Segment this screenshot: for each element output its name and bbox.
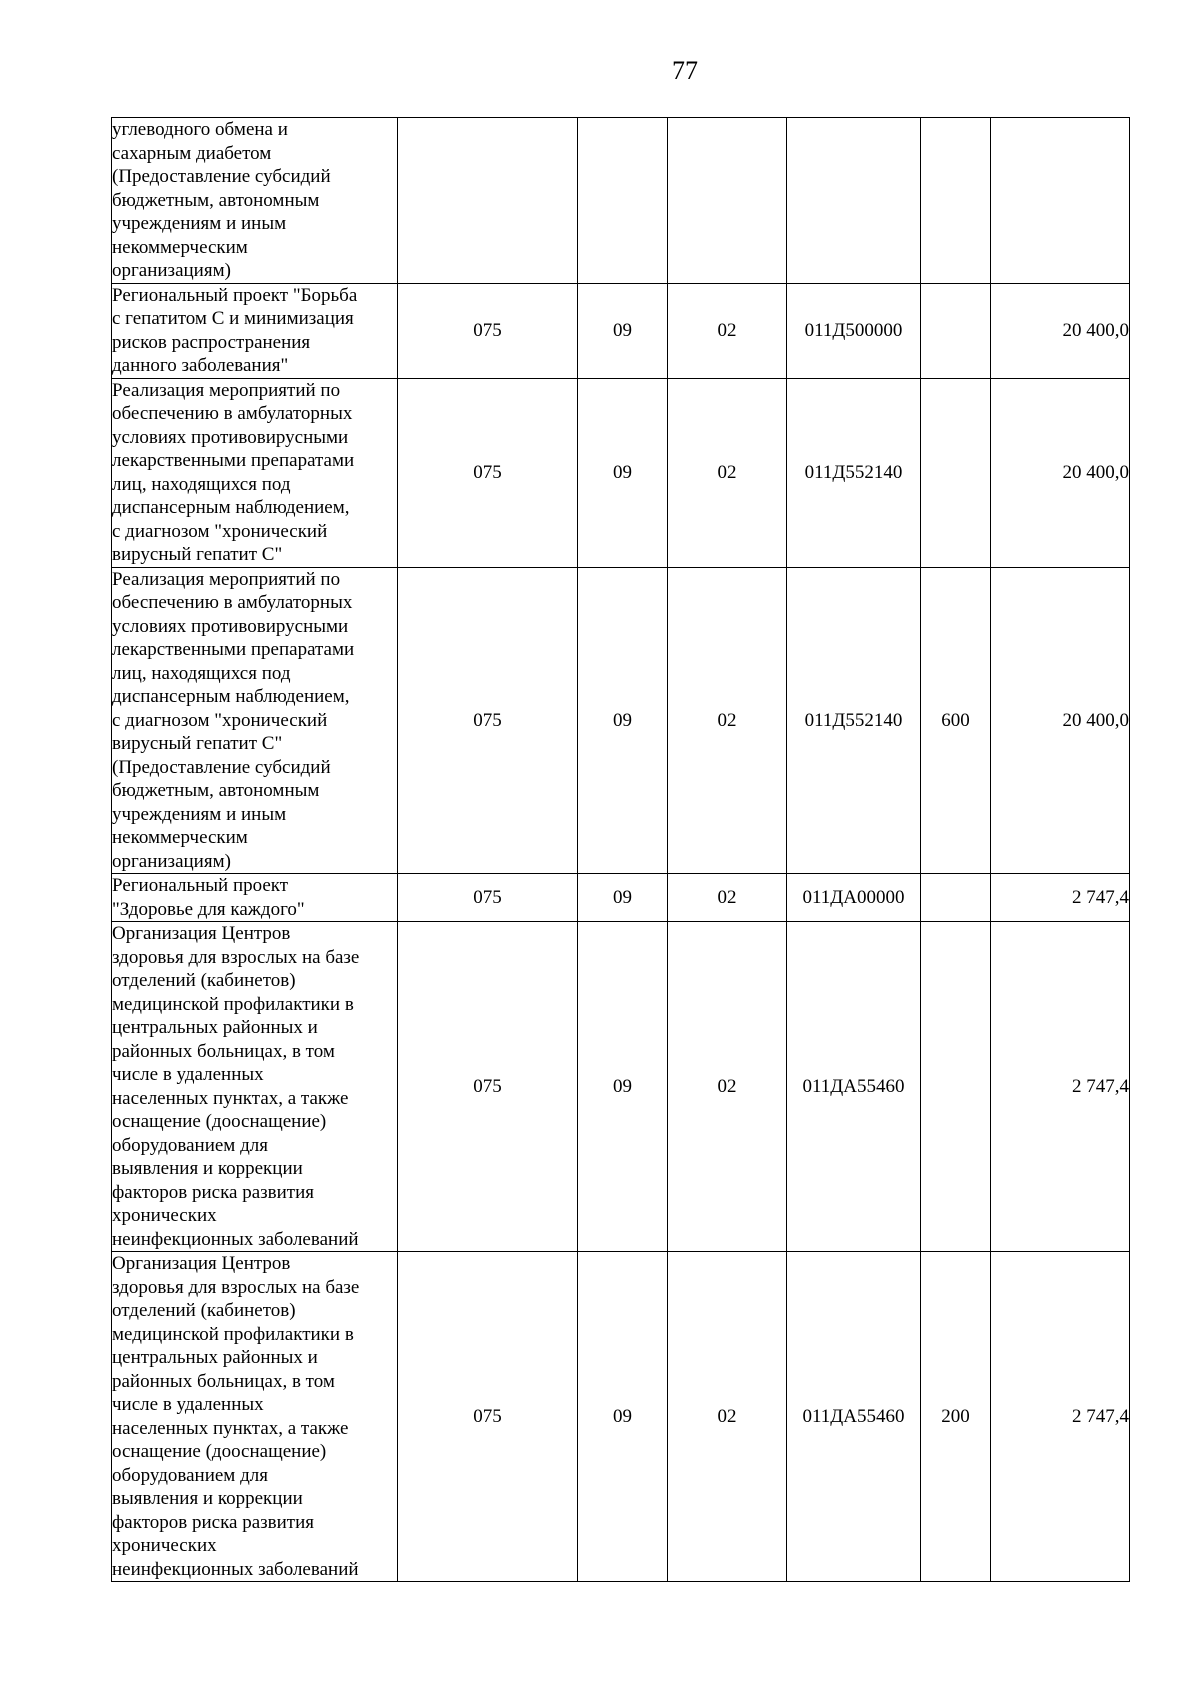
row-description: Региональный проект "Борьба с гепатитом С и минимизация рисков распространения данного заболевания": [112, 283, 398, 378]
amount: 2 747,4: [991, 874, 1130, 922]
amount: 20 400,0: [991, 567, 1130, 874]
table-row: [112, 378, 1130, 567]
subsection-code: 02: [668, 874, 787, 922]
section-code: 09: [578, 283, 668, 378]
expense-type-code: [921, 283, 991, 378]
row-description: Организация Центров здоровья для взрослых на базе отделений (кабинетов) медицинской профилактики в центральных районных и районных больницах, в том числе в удаленных населенных пунктах, а также оснащение (дооснащение) оборудованием для выявления и коррекции факторов риска развития хронических неинфекционных заболеваний: [112, 922, 398, 1252]
row-description: Реализация мероприятий по обеспечению в амбулаторных условиях противовирусными лекарственными препаратами лиц, находящихся под диспансерным наблюдением, с диагнозом "хронический вирусный гепатит С": [112, 378, 398, 567]
ministry-code: 075: [398, 283, 578, 378]
ministry-code: 075: [398, 1252, 578, 1582]
expense-type-code: [921, 922, 991, 1252]
subsection-code: [668, 118, 787, 284]
section-code: [578, 118, 668, 284]
section-code: 09: [578, 567, 668, 874]
table-row: [112, 874, 1130, 922]
page-number: 77: [672, 56, 698, 85]
amount: 2 747,4: [991, 922, 1130, 1252]
amount: 2 747,4: [991, 1252, 1130, 1582]
table-row: [112, 922, 1130, 1252]
amount: 20 400,0: [991, 378, 1130, 567]
target-article-code: 011ДА00000: [787, 874, 921, 922]
ministry-code: 075: [398, 567, 578, 874]
target-article-code: 011Д552140: [787, 378, 921, 567]
target-article-code: [787, 118, 921, 284]
budget-table: [111, 117, 1130, 1582]
amount: 20 400,0: [991, 283, 1130, 378]
expense-type-code: [921, 118, 991, 284]
section-code: 09: [578, 1252, 668, 1582]
target-article-code: 011ДА55460: [787, 922, 921, 1252]
row-description: Реализация мероприятий по обеспечению в амбулаторных условиях противовирусными лекарственными препаратами лиц, находящихся под диспансерным наблюдением, с диагнозом "хронический вирусный гепатит С" (Предоставление субсидий бюджетным, автономным учреждениям и иным некоммерческим организациям): [112, 567, 398, 874]
row-description: Региональный проект "Здоровье для каждого": [112, 874, 398, 922]
table-row: [112, 567, 1130, 874]
row-description: углеводного обмена и сахарным диабетом (Предоставление субсидий бюджетным, автономным учреждениям и иным некоммерческим организациям): [112, 118, 398, 284]
target-article-code: 011Д552140: [787, 567, 921, 874]
ministry-code: 075: [398, 874, 578, 922]
table-row: [112, 1252, 1130, 1582]
table-row: [112, 283, 1130, 378]
amount: [991, 118, 1130, 284]
expense-type-code: 600: [921, 567, 991, 874]
ministry-code: [398, 118, 578, 284]
expense-type-code: [921, 874, 991, 922]
target-article-code: 011ДА55460: [787, 1252, 921, 1582]
subsection-code: 02: [668, 567, 787, 874]
section-code: 09: [578, 922, 668, 1252]
ministry-code: 075: [398, 378, 578, 567]
section-code: 09: [578, 378, 668, 567]
table-row: [112, 118, 1130, 284]
subsection-code: 02: [668, 1252, 787, 1582]
row-description: Организация Центров здоровья для взрослых на базе отделений (кабинетов) медицинской профилактики в центральных районных и районных больницах, в том числе в удаленных населенных пунктах, а также оснащение (дооснащение) оборудованием для выявления и коррекции факторов риска развития хронических неинфекционных заболеваний: [112, 1252, 398, 1582]
subsection-code: 02: [668, 922, 787, 1252]
section-code: 09: [578, 874, 668, 922]
expense-type-code: [921, 378, 991, 567]
target-article-code: 011Д500000: [787, 283, 921, 378]
expense-type-code: 200: [921, 1252, 991, 1582]
subsection-code: 02: [668, 378, 787, 567]
subsection-code: 02: [668, 283, 787, 378]
ministry-code: 075: [398, 922, 578, 1252]
